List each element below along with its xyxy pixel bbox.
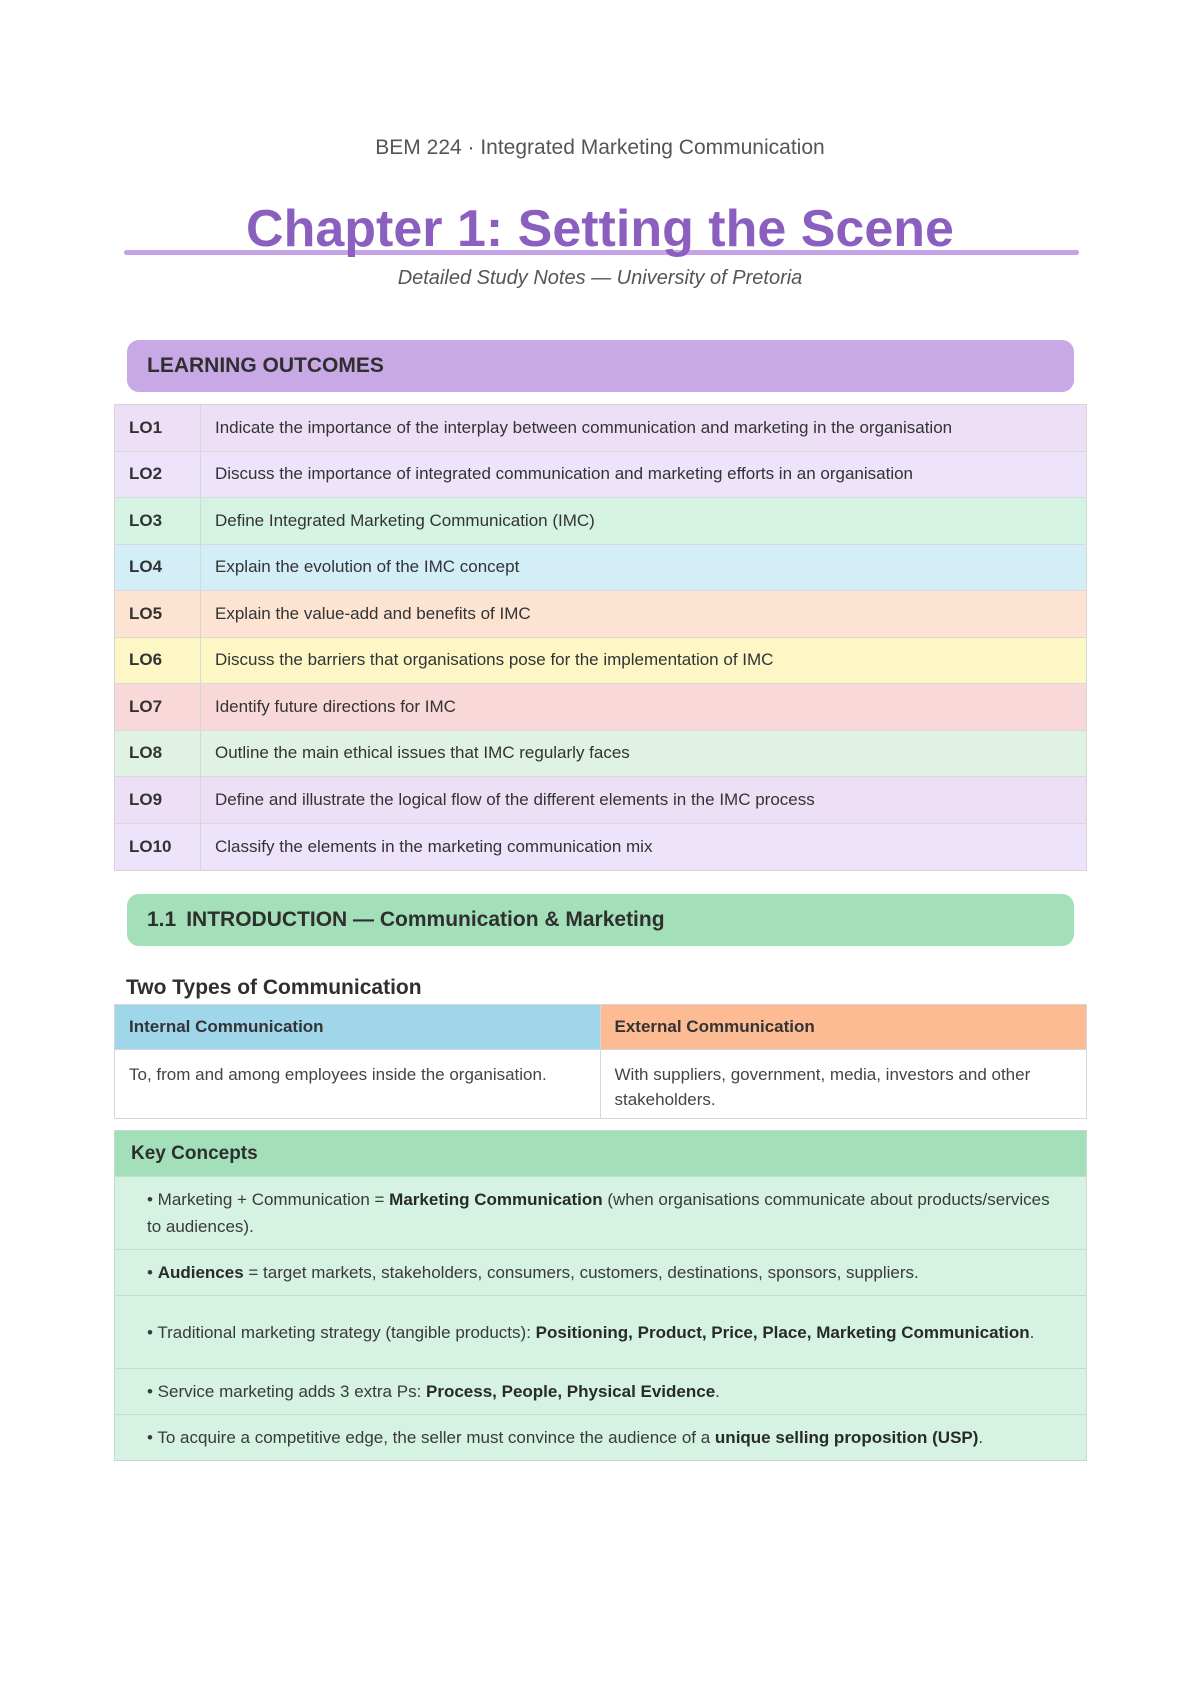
lo-code: LO2 bbox=[115, 452, 201, 498]
lo-text: Identify future directions for IMC bbox=[215, 696, 456, 716]
lo-row bbox=[115, 731, 1086, 778]
communication-types-table bbox=[114, 1004, 1087, 1119]
lo-row bbox=[115, 777, 1086, 824]
key-concept-term: Marketing Communication bbox=[389, 1190, 603, 1209]
key-concepts-heading: Key Concepts bbox=[115, 1131, 1086, 1176]
key-concept-item bbox=[115, 1249, 1086, 1295]
lo-text: Explain the evolution of the IMC concept bbox=[215, 557, 520, 577]
lo-row bbox=[115, 498, 1086, 545]
lo-row bbox=[115, 405, 1086, 452]
lo-text: Explain the value-add and benefits of IMC bbox=[215, 603, 531, 623]
key-concepts-box bbox=[114, 1130, 1087, 1461]
key-concept-term: Audiences bbox=[157, 1263, 244, 1282]
key-concept-text: • Traditional marketing strategy (tangible products): bbox=[147, 1322, 536, 1342]
key-concept-text: • To acquire a competitive edge, the seller must convince the audience of a bbox=[147, 1428, 715, 1447]
key-concept-text: . bbox=[715, 1382, 720, 1401]
lo-text: Define Integrated Marketing Communication (IMC) bbox=[215, 510, 595, 530]
lo-code: LO10 bbox=[115, 824, 201, 871]
lo-code: LO3 bbox=[115, 498, 201, 544]
lo-row bbox=[115, 638, 1086, 685]
key-concept-term: Positioning, Product, Price, Place, Marketing Communication bbox=[535, 1322, 1030, 1342]
lo-text: Indicate the importance of the interplay between communication and marketing in the organisation bbox=[215, 417, 953, 437]
learning-outcomes-table bbox=[114, 404, 1087, 871]
lo-code: LO9 bbox=[115, 777, 201, 823]
key-concept-text: . bbox=[978, 1428, 984, 1447]
lo-code: LO4 bbox=[115, 545, 201, 591]
lo-text: Discuss the barriers that organisations pose for the implementation of IMC bbox=[215, 650, 774, 670]
lo-text: Outline the main ethical issues that IMC regularly faces bbox=[215, 743, 630, 763]
learning-outcomes-heading: LEARNING OUTCOMES bbox=[147, 354, 384, 377]
communication-types-heading: Two Types of Communication bbox=[126, 976, 422, 999]
external-communication-text: With suppliers, government, media, investors and other stakeholders. bbox=[601, 1049, 1087, 1118]
lo-text: Discuss the importance of integrated communication and marketing efforts in an organisation bbox=[215, 464, 914, 484]
key-concept-term: Process, People, Physical Evidence bbox=[426, 1382, 716, 1401]
lo-code: LO6 bbox=[115, 638, 201, 684]
lo-row bbox=[115, 824, 1086, 871]
lo-code: LO7 bbox=[115, 684, 201, 730]
key-concept-text: • Service marketing adds 3 extra Ps: bbox=[147, 1382, 427, 1401]
key-concept-text: = target markets, stakeholders, consumers, customers, destinations, sponsors, suppliers. bbox=[243, 1263, 919, 1282]
key-concept-item bbox=[115, 1368, 1086, 1414]
key-concept-text: • bbox=[147, 1263, 158, 1282]
lo-code: LO1 bbox=[115, 405, 201, 451]
external-communication-header: External Communication bbox=[601, 1005, 1087, 1049]
table-header-row bbox=[115, 1005, 1086, 1049]
lo-row bbox=[115, 545, 1086, 592]
lo-text: Define and illustrate the logical flow of the different elements in the IMC process bbox=[215, 789, 815, 809]
key-concept-term: unique selling proposition (USP) bbox=[714, 1428, 979, 1447]
chapter-subtitle: Detailed Study Notes — University of Pretoria bbox=[397, 267, 803, 289]
key-concept-item bbox=[115, 1414, 1086, 1460]
learning-outcomes-banner bbox=[127, 340, 1074, 392]
course-title: BEM 224 · Integrated Marketing Communication bbox=[375, 136, 825, 159]
chapter-title: Chapter 1: Setting the Scene bbox=[246, 200, 954, 258]
section-number: 1.1 bbox=[147, 908, 177, 931]
key-concept-text: • Marketing + Communication = bbox=[147, 1190, 390, 1209]
internal-communication-header: Internal Communication bbox=[115, 1005, 601, 1049]
lo-row bbox=[115, 591, 1086, 638]
lo-code: LO8 bbox=[115, 731, 201, 777]
introduction-banner bbox=[127, 894, 1074, 946]
key-concept-text: (when organisations communicate about products/services to audiences). bbox=[147, 1190, 1050, 1236]
key-concept-item bbox=[115, 1176, 1086, 1249]
table-row bbox=[115, 1049, 1086, 1118]
introduction-heading: INTRODUCTION — Communication & Marketing bbox=[186, 908, 665, 931]
key-concept-text: . bbox=[1029, 1322, 1035, 1342]
lo-row bbox=[115, 452, 1086, 499]
key-concept-item bbox=[115, 1295, 1086, 1368]
lo-text: Classify the elements in the marketing communication mix bbox=[215, 836, 653, 856]
lo-code: LO5 bbox=[115, 591, 201, 637]
lo-row bbox=[115, 684, 1086, 731]
internal-communication-text: To, from and among employees inside the organisation. bbox=[115, 1049, 601, 1118]
